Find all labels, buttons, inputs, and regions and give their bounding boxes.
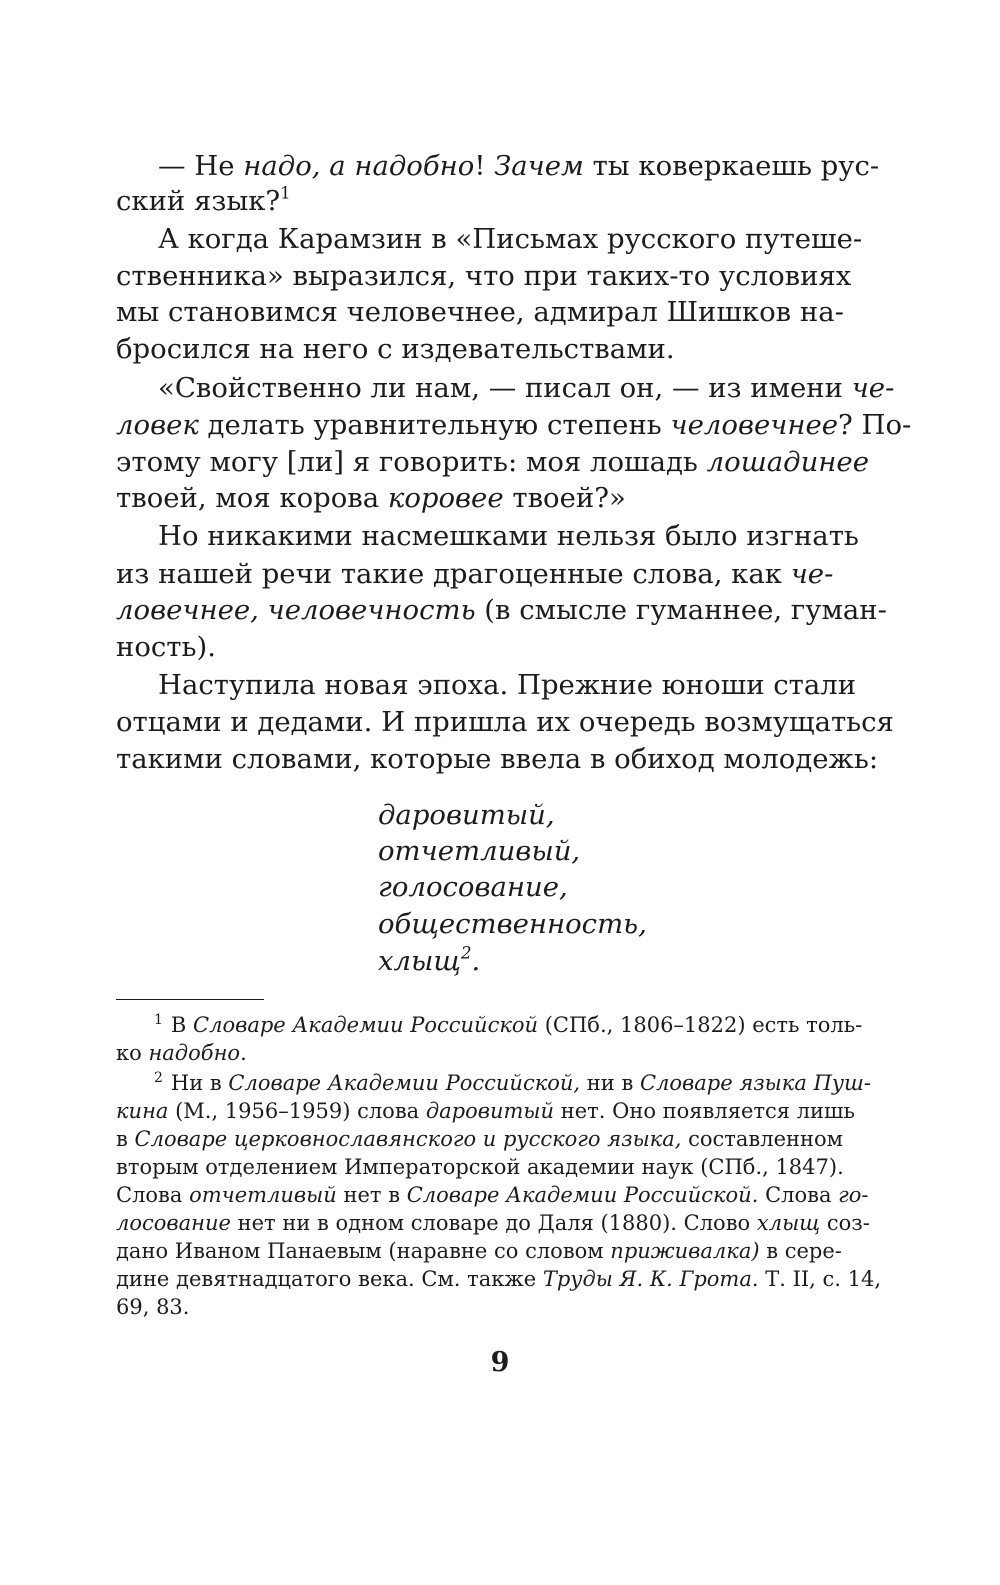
footnote-line: вторым отделением Императорской академии наук (СПб., 1847). (116, 1155, 844, 1179)
text-line: из нашей речи такие драгоценные слова, как че- (116, 558, 834, 590)
text-line: ловечнее, человечность (в смысле гуманнее, гуман- (116, 594, 887, 626)
footnote-ref-2[interactable]: 2 (460, 943, 472, 963)
text-line: «Свойственно ли нам, — писал он, — из имени че- (158, 372, 895, 404)
footnote-ref-1[interactable]: 1 (280, 183, 291, 203)
word-list-item: хлыщ$^2$. (378, 943, 481, 977)
text-line: мы становимся человечнее, адмирал Шишков на- (116, 296, 844, 328)
word-list-item: даровитый, (378, 799, 555, 831)
footnote-2: $^2$ Ни в Словаре Академии Российской, ни в Словаре языка Пуш- (154, 1070, 872, 1095)
word-list-item: голосование, (378, 871, 568, 903)
footnote-line: дано Иваном Панаевым (наравне со словом приживалка) в сере- (116, 1239, 842, 1263)
footnote-line: дине девятнадцатого века. См. также Труды Я. К. Грота. Т. II, с. 14, (116, 1267, 882, 1291)
word-list-item: отчетливый, (378, 835, 581, 867)
text-line: А когда Карамзин в «Письмах русского путеше- (158, 223, 863, 255)
text-line: такими словами, которые ввела в обиход молодежь: (116, 743, 879, 775)
word-list-item: общественность, (378, 908, 647, 940)
text-line: ственника» выразился, что при таких-то условиях (116, 260, 852, 292)
text-line: — Не надо, а надобно! Зачем ты коверкаешь рус- (158, 150, 880, 182)
text-line: твоей, моя корова коровее твоей?» (116, 482, 626, 514)
footnote-line: лосование нет ни в одном словаре до Даля (1880). Слово хлыщ соз- (116, 1211, 870, 1235)
footnote-divider (116, 999, 264, 1000)
footnote-line: в Словаре церковнославянского и русского языка, составленном (116, 1127, 843, 1151)
text-line: этому могу [ли] я говорить: моя лошадь лошадинее (116, 446, 869, 478)
footnote-line: 69, 83. (116, 1295, 190, 1319)
page-number: 9 (490, 1347, 510, 1378)
footnote-line: Слова отчетливый нет в Словаре Академии Российской. Слова го- (116, 1183, 869, 1207)
footnote-line: ко надобно. (116, 1041, 247, 1065)
text-line: ский язык?$^1$ (116, 183, 291, 217)
text-line: Наступила новая эпоха. Прежние юноши стали (158, 669, 857, 701)
footnote-line: кина (М., 1956–1959) слова даровитый нет. Оно появляется лишь (116, 1099, 855, 1123)
footnote-1: $^1$ В Словаре Академии Российской (СПб., 1806–1822) есть толь- (154, 1012, 863, 1037)
text-line: Но никакими насмешками нельзя было изгнать (158, 520, 859, 552)
text-line: ность). (116, 631, 216, 663)
text-line: ловек делать уравнительную степень человечнее? По- (116, 409, 912, 441)
text-line: бросился на него с издевательствами. (116, 333, 675, 365)
text-line: отцами и дедами. И пришла их очередь возмущаться (116, 706, 894, 738)
